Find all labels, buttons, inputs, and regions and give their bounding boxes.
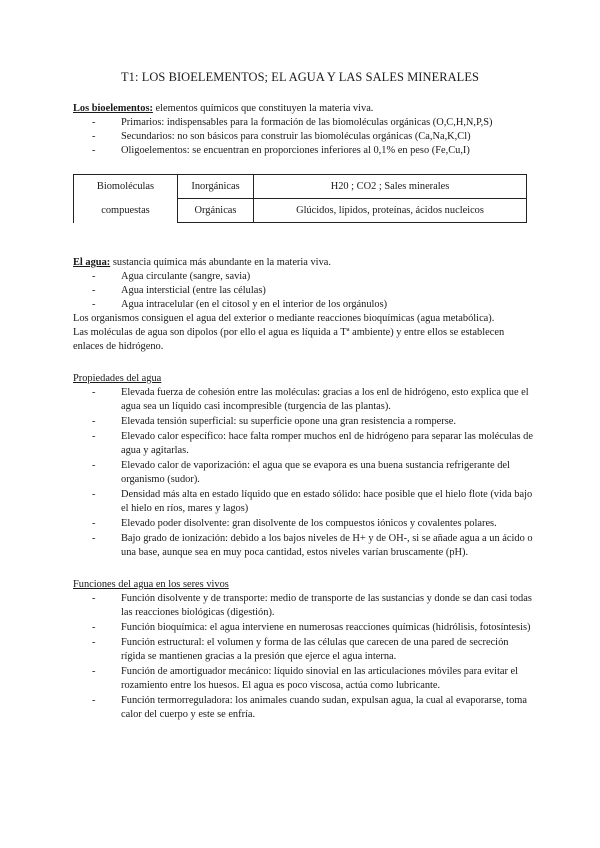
table-row-header-bottom: compuestas <box>74 199 178 223</box>
list-item: - Función termorreguladora: los animales cuando sudan, expulsan agua, la cual al evaporarse, toma calor del cuerpo y este se enfría. <box>73 694 533 722</box>
page-title: T1: LOS BIOELEMENTOS; EL AGUA Y LAS SALES MINERALES <box>120 70 479 84</box>
table-cell-type: Inorgánicas <box>178 175 254 199</box>
list-item: - Elevada fuerza de cohesión entre las moléculas: gracias a los enl de hidrógeno, esto explica que el agua sea un líquido casi incompresible (turgencia de las plantas). <box>73 386 533 414</box>
list-item: - Función bioquímica: el agua interviene en numerosas reacciones químicas (hidrólisis, fotosíntesis) <box>73 621 533 635</box>
agua-list <box>73 270 533 312</box>
table-cell-content: Glúcidos, lípidos, proteínas, ácidos nucleicos <box>254 199 527 223</box>
agua-paragraph-1: Los organismos consiguen el agua del exterior o mediante reacciones bioquímicas (agua metabólica). <box>73 313 495 324</box>
list-item: - Función estructural: el volumen y forma de las células que carecen de una pared de secreción rígida se mantienen gracias a la presión que ejerce el agua interna. <box>73 636 533 664</box>
list-item: - Agua circulante (sangre, savia) <box>73 270 533 284</box>
list-item: - Función disolvente y de transporte: medio de transporte de las sustancias y donde se dan casi todas las reacciones biológicas (digestión). <box>73 592 533 620</box>
bioelementos-term: Los bioelementos: <box>73 103 153 114</box>
list-item: - Oligoelementos: se encuentran en proporciones inferiores al 0,1% en peso (Fe,Cu,I) <box>73 144 533 158</box>
list-item: - Agua intracelular (en el citosol y en el interior de los orgánulos) <box>73 298 533 312</box>
agua-paragraph-2: Las moléculas de agua son dipolos (por ello el agua es líquida a Tª ambiente) y entre ellos se establecen enlaces de hidrógeno. <box>73 327 505 352</box>
funciones-list <box>73 592 533 722</box>
list-item: - Elevado poder disolvente: gran disolvente de los compuestos iónicos y covalentes polares. <box>73 517 533 531</box>
table-row-header-top: Biomoléculas <box>74 175 178 199</box>
list-item: - Bajo grado de ionización: debido a los bajos niveles de H+ y de OH-, si se añade agua a un ácido o una base, aunque sea en muy poca cantidad, estos niveles varían bruscamente (pH). <box>73 532 533 560</box>
bioelementos-list <box>73 116 533 158</box>
propiedades-section <box>73 372 533 561</box>
agua-definition-text: sustancia química más abundante en la materia viva. <box>110 257 331 268</box>
bioelementos-definition <box>73 102 533 116</box>
list-item: - Densidad más alta en estado líquido que en estado sólido: hace posible que el hielo flote (vida bajo el hielo en ríos, mares y lagos) <box>73 488 533 516</box>
list-item: - Secundarios: no son básicos para construir las biomoléculas orgánicas (Ca,Na,K,Cl) <box>73 130 533 144</box>
funciones-section <box>73 578 533 723</box>
table-cell-type: Orgánicas <box>178 199 254 223</box>
table-row <box>74 175 527 199</box>
table-row <box>74 199 527 223</box>
list-item: - Primarios: indispensables para la formación de las biomoléculas orgánicas (O,C,H,N,P,S) <box>73 116 533 130</box>
propiedades-list <box>73 386 533 560</box>
list-item: - Elevado calor específico: hace falta romper muchos enl de hidrógeno para separar las moléculas de agua y agitarlas. <box>73 430 533 458</box>
agua-section <box>73 256 533 354</box>
list-item: - Agua intersticial (entre las células) <box>73 284 533 298</box>
agua-definition <box>73 256 533 270</box>
funciones-heading: Funciones del agua en los seres vivos <box>73 579 229 590</box>
list-item: - Elevada tensión superficial: su superficie opone una gran resistencia a romperse. <box>73 415 533 429</box>
agua-term: El agua: <box>73 257 111 268</box>
propiedades-heading: Propiedades del agua <box>73 373 162 384</box>
bioelementos-section <box>73 102 533 158</box>
list-item: - Función de amortiguador mecánico: líquido sinovial en las articulaciones móviles para evitar el rozamiento entre los huesos. El agua es poco viscosa, actúa como lubricante. <box>73 665 533 693</box>
bioelementos-definition-text: elementos químicos que constituyen la materia viva. <box>152 103 374 114</box>
list-item: - Elevado calor de vaporización: el agua que se evapora es una buena sustancia refrigerante del organismo (sudor). <box>73 459 533 487</box>
table-cell-content: H20 ; CO2 ; Sales minerales <box>254 175 527 199</box>
biomoleculas-table <box>73 174 527 223</box>
